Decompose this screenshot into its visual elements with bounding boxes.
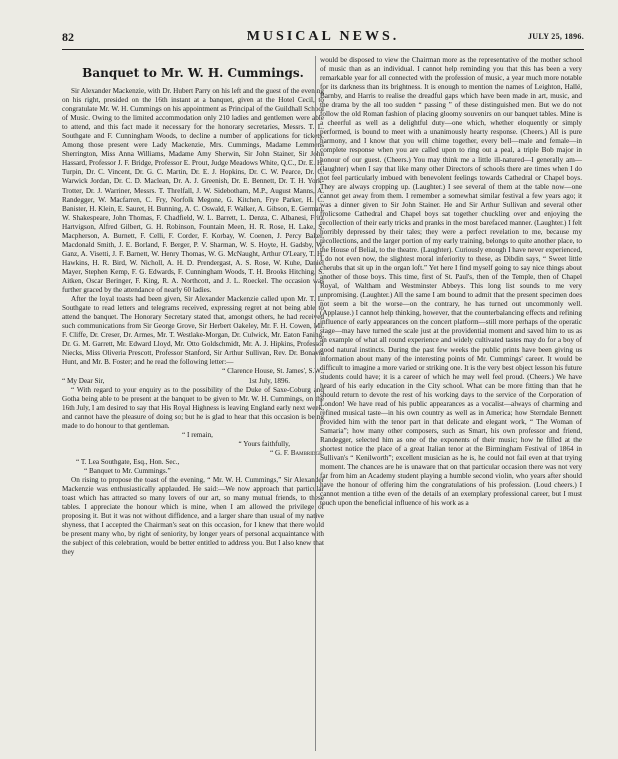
- paragraph-speech: would be disposed to view the Chairman more as the representative of the mother school of music than as an individual. I cannot help reminding you that this has been a very remarkable year for all connected with the profession of music, a year much more notable for its darkness than its brightness. It is enough to mention the names of Leighton, Hallé, Barnby, and Harris to realise the dreadful gaps which have been made in art, music, and the drama by the all too sudden “ passing ” of these distinguished men. But we do not follow the old Roman fashion of placing gloomy souvenirs on our banquet tables. Mine is a cheerful as well as a delightful duty—one which, whether eloquently or simply performed, is bound to meet with a unanimously hearty response. (Cheers.) All is pure harmony, and I know that you will chime together, every bell—male and female—in complete response when you are called upon to ring out a peal, a triple Bob major in honour of our guest. (Cheers.) You may think me a little ill-natured—I generally am—(laughter) when I say that like many other Directors of schools there are times when I do not feel particularly imbued with benevolent feelings towards Cathedral or Chapel boys. They are always cropping up. (Laughter.) I see several of them at the table now—one cannot get away from them. I remember a somewhat similar festival a few years ago; it was a dinner given to Sir John Stainer. He and Sir Arthur Sullivan and several other frolicsome Cathedral and Chapel boys sat together chuckling over and enjoying the recollection of their early tricks and pranks in the most barefaced manner. (Laughter.) I felt horribly depressed by their tales; they were a perfect revelation to me, because my recollections, and the larger portion of my early training, belongs to quite another place, to the House of Belial, to the theatre. (Laughter). Curiously enough I have never experienced, I do not even now, the slightest moral inferiority to these, as Dibdin says, “ Sweet little cherubs that sit up in the organ loft.” Yet here I find myself going to say nice things about another of those boys. This time, first of St. Paul's, then of the Temple, then of Chapel Royal, of Waltham and Westminster Abbeys. This long list sounds to me very unpromising. (Laughter.) All the same I am bound to admit that the present specimen does not seem a bit the worse—on the contrary, he has turned out uncommonly well. (Applause.) I cannot help thinking, however, that the counterbalancing effects and refining influence of early appearances on the concert platform—still more perhaps of the operatic stage—may have turned the scale just at the providential moment and saved him to us as an example of what all round experience and widely cultivated tastes may do for a boy of good natural instincts. During the past few weeks the public prints have been giving us information about many of the interesting points of Mr. Cummings' career. It would be difficult to imagine a more varied or striking one. It is the very best object lesson his future students could have; it is a career of which he may well feel proud. (Cheers.) We have heard of his early education in the City school. What can be more fitting than that he should return to devote the rest of his working days to the service of the Corporation of London! We have read of his public appearances as a vocalist—always of charming and refined musical taste—in his own country as well as in America; how Sterndale Bennett provided him with the tenor part in that delicate and elegant work, “ The Woman of Samaria”; how many other composers, such as Smart, his own professor and friend, Randegger, selected him as one of the exponents of their music; how he filled at the shortest notice the place of a great Italian tenor at the Birmingham Festival of 1864 in Sullivan's “ Kenilworth”; excellent musician as he is, he could not fail even at that trying moment. The chances are he is unaware that on that particular occasion there was not very far from him an Academy student playing a humble second violin, who years after should have the honour of offering him the congratulations of his profession. (Loud cheers.) I cannot mention a tithe even of the details of an exemplary professional career, but I must touch upon the beneficial influence of his work as a: [320, 56, 582, 508]
- issue-date: JULY 25, 1896.: [527, 32, 584, 41]
- letter-salutation-line: [62, 377, 324, 386]
- running-title: MUSICAL NEWS.: [246, 29, 400, 44]
- header-rule: [62, 49, 584, 50]
- letter-closing: “ Yours faithfully,: [238, 439, 290, 448]
- page-header: [62, 30, 584, 50]
- page-number: 82: [62, 30, 74, 44]
- letter-address: “ Clarence House, St. James', S.W.,: [222, 367, 324, 376]
- letter-recipient-line-1: “ T. Lea Southgate, Esq., Hon. Sec.,: [76, 457, 180, 466]
- column-divider: [315, 56, 316, 751]
- paragraph-letters: After the loyal toasts had been given, Sir Alexander Mackenzie called upon Mr. T. L. Southgate to read letters and telegrams received, expressing regret at not being able to attend the banquet. The Honorary Secretary stated that, amongst others, he had received such communications from Sir George Grove, Sir Herbert Oakeley, Mr. F. H. Cowen, Mr. F. Cliffe, Dr. Creser, Dr. Armes, Mr. T. Westlake-Morgan, Dr. Culwick, Mr. Eaton Faning, Dr. G. M. Garrett, Mr. Edward Lloyd, Mr. Otto Goldschmidt, Mr. A. J. Hipkins, Professor Niecks, Miss Oliveria Prescott, Professor Stanford, Sir Arthur Sullivan, Rev. Dr. Bonavia Hunt, and Mr. B. Foster; and he read the following letter:—: [62, 295, 324, 367]
- article-headline: Banquet to Mr. W. H. Cummings.: [82, 66, 304, 80]
- letter-signature: “ G. F. Bambridge.: [269, 448, 324, 457]
- left-column: [62, 56, 324, 753]
- right-column: [320, 56, 582, 753]
- paragraph-toast: On rising to propose the toast of the evening, “ Mr. W. H. Cummings,” Sir Alexander Mackenzie was enthusiastically applauded. He said:—We now approach that particular toast which has attracted so many lovers of our art, so many mutual friends, to these tables. I appreciate the honour which is mine, when I am allowed the privilege of proposing it. But it was not without diffidence, and a larger share than usual of my native shyness, that I accepted the Chairman's seat on this occasion, for I knew that there would be present many who, by right of seniority, by longer years of personal acquaintance with the subject of this celebration, would be better entitled to address you. But I also knew that they: [62, 476, 324, 557]
- letter-remain: “ I remain,: [182, 430, 213, 439]
- letter-body: “ With regard to your enquiry as to the possibility of the Duke of Saxe-Coburg and Gotha being able to be present at the banquet to be given to Mr. W. H. Cummings, on the 16th July, I am desired to say that His Royal Highness is leaving England early next week, and cannot have the pleasure of doing so; but he is glad to hear that this occasion is being made to do honour to that gentleman.: [62, 385, 324, 430]
- paragraph-attendees: Sir Alexander Mackenzie, with Dr. Hubert Parry on his left and the guest of the evening on his right, presided on the 16th instant at a banquet, given at the Hotel Cecil, to congratulate Mr. W. H. Cummings on his appointment as Principal of the Guildhall School of Music. Owing to the limited accommodation only 210 ladies and gentlemen were able to attend, and this fact made it necessary for the honorary secretaries, Messrs. T. L. Southgate and F. Cunningham Woods, to decline a number of applications for tickets. Among those present were Lady Mackenzie, Mrs. Cummings, Madame Lemmens Sherrington, Miss Anna Williams, Madame Amy Sherwin, Sir John Stainer, Sir John Hassard, Professor J. F. Bridge, Professor E. Prout, Judge Meadows White, Q.C., Dr. E. H. Turpin, Dr. C. Vincent, Dr. G. C. Martin, Dr. E. J. Hopkins, Dr. C. W. Pearce, Dr. C. Warwick Jordan, Dr. C. D. Maclean, Dr. A. J. Greenish, Dr. E. Bennett, Dr. T. H. York-Trotter, Dr. J. Warriner, Messrs. T. Threlfall, J. W. Sidebotham, M.P., August Manns, A. Randegger, W. Macfarren, C. Fry, Norfolk Megone, G. Kitchen, Frye Parker, H. C. Banister, H. Klein, E. Sauret, H. Bunning, A. C. Oswald, F. Walker, A. Gibson, E. German, W. Shakespeare, John Thomas, F. Chadfield, W. L. Barrett, L. Denza, C. Albanesi, Fritz Hartvigson, Alfred Gilbert, G. H. Robinson, Fountain Meen, H. R. Rose, H. Lake, S. Macpherson, A. Burnett, F. Celli, F. Corder, F. Korbay, W. Coenen, J. Percy Baker, Macdonald Smith, J. E. Borland, F. Berger, P. V. Sharman, W. S. Hoyte, H. Gadsby, W. Ganz, A. Visetti, J. F. Barnett, W. Henry Thomas, W. G. McNaught, Arthur O'Leary, T. H. Hawkins, H. R. Bird, W. Nicholl, A. H. D. Prendergast, A. S. Rose, W. Kuhe, Daniel Mayer, Stephen Kemp, F. G. Edwards, F. Cunningham Woods, T. H. Brooks Hitching, S. Aitken, Oscar Beringer, F. King, R. A. Northcott, and J. L. Roeckel. The occasion was further graced by the attendance of nearly 60 ladies.: [62, 87, 324, 295]
- letter-recipient-line-2: “ Banquet to Mr. Cummings.”: [84, 466, 171, 475]
- letter-date: 1st July, 1896.: [248, 376, 290, 385]
- letter-salutation: “ My Dear Sir,: [62, 376, 105, 385]
